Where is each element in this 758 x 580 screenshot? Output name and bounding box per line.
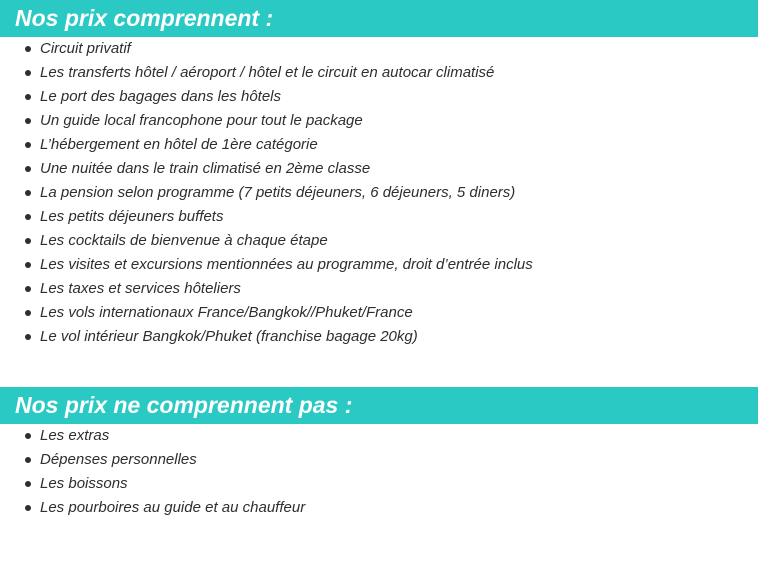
list-item <box>0 157 758 181</box>
bullet-icon <box>25 310 31 316</box>
bullet-icon <box>25 46 31 52</box>
bullet-icon <box>25 166 31 172</box>
list-item-text: Une nuitée dans le train climatisé en 2ème classe <box>40 160 371 177</box>
list-item-text: Dépenses personnelles <box>40 451 197 468</box>
list-item <box>0 253 758 277</box>
list-item <box>0 229 758 253</box>
list-item-text: Les extras <box>40 427 110 444</box>
list-item-text: Le vol intérieur Bangkok/Phuket (franchise bagage 20kg) <box>40 328 418 345</box>
bullet-icon <box>25 286 31 292</box>
list-item-text: Les transferts hôtel / aéroport / hôtel et le circuit en autocar climatisé <box>40 64 495 81</box>
bullet-icon <box>25 70 31 76</box>
list-item <box>0 472 758 496</box>
list-item <box>0 37 758 61</box>
list-item <box>0 424 758 448</box>
list-item <box>0 301 758 325</box>
list-item <box>0 205 758 229</box>
list-item-text: Le port des bagages dans les hôtels <box>40 88 282 105</box>
list-item <box>0 181 758 205</box>
bullet-icon <box>25 334 31 340</box>
list-item <box>0 448 758 472</box>
list-item <box>0 85 758 109</box>
bullet-icon <box>25 505 31 511</box>
list-item-text: Les vols internationaux France/Bangkok//Phuket/France <box>40 304 413 321</box>
excluded-heading: Nos prix ne comprennent pas : <box>0 387 758 424</box>
list-item-text: Circuit privatif <box>40 40 131 57</box>
bullet-icon <box>25 238 31 244</box>
bullet-icon <box>25 94 31 100</box>
list-item <box>0 496 758 520</box>
bullet-icon <box>25 190 31 196</box>
list-item-text: Un guide local francophone pour tout le package <box>40 112 363 129</box>
list-item-text: L’hébergement en hôtel de 1ère catégorie <box>40 136 318 153</box>
list-item <box>0 325 758 349</box>
list-item <box>0 277 758 301</box>
list-item-text: Les pourboires au guide et au chauffeur <box>40 499 306 516</box>
bullet-icon <box>25 433 31 439</box>
list-item <box>0 133 758 157</box>
included-heading: Nos prix comprennent : <box>0 0 758 37</box>
excluded-list <box>0 424 758 520</box>
list-item-text: Les boissons <box>40 475 128 492</box>
bullet-icon <box>25 457 31 463</box>
bullet-icon <box>25 142 31 148</box>
list-item-text: Les visites et excursions mentionnées au programme, droit d’entrée inclus <box>40 256 533 273</box>
included-list <box>0 37 758 349</box>
bullet-icon <box>25 262 31 268</box>
list-item <box>0 61 758 85</box>
list-item-text: Les cocktails de bienvenue à chaque étape <box>40 232 328 249</box>
bullet-icon <box>25 118 31 124</box>
list-item-text: La pension selon programme (7 petits déjeuners, 6 déjeuners, 5 diners) <box>40 184 516 201</box>
bullet-icon <box>25 214 31 220</box>
list-item-text: Les taxes et services hôteliers <box>40 280 241 297</box>
bullet-icon <box>25 481 31 487</box>
list-item <box>0 109 758 133</box>
list-item-text: Les petits déjeuners buffets <box>40 208 224 225</box>
